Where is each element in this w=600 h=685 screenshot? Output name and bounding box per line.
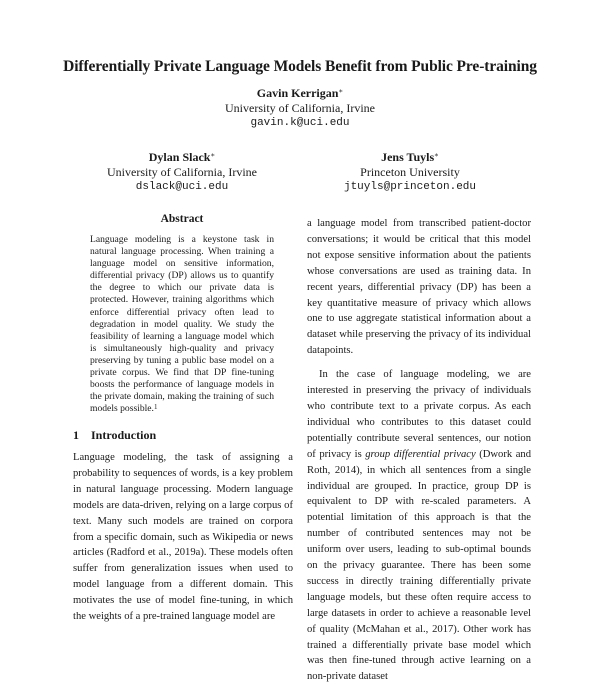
intro-paragraph-1: Language modeling, the task of assigning a probability to sequences of words, is a key problem in natural language processing. Modern language models are data-driven, relying on a large corpus of text. Many such models are trained on corpora from a specific domain, such as Wikipedia or news articles (Radford et al., 2019a). These models often suffer from generalization issues when used to model language from a different domain. This motivates the use of model fine-tuning, in which the weights of a pre-trained language model are bbox=[73, 452, 293, 623]
author-footnote-mark: ∗ bbox=[434, 151, 439, 159]
author-name: Jens Tuyls bbox=[381, 150, 435, 164]
author-name: Gavin Kerrigan bbox=[256, 86, 339, 100]
author-block-2 bbox=[72, 150, 292, 195]
author-block-1 bbox=[150, 86, 450, 131]
section-heading-introduction bbox=[73, 428, 303, 443]
author-email: dslack@uci.edu bbox=[135, 181, 229, 193]
abstract-heading: Abstract bbox=[160, 213, 204, 225]
author-footnote-mark: ∗ bbox=[210, 151, 216, 159]
paragraph-text: In the case of language modeling, we are interested in preserving the privacy of individuals who contribute text to a private corpus. As each individual who contributes to this dataset could potentially contribute several sentences, our notion of privacy is bbox=[307, 369, 531, 460]
right-column-paragraph-1: a language model from transcribed patient-doctor conversations; it would be critical that this model not expose sensitive information about the patients whose conversations are used as training data. In recent years, differential privacy (DP) has been a key quantitative measure of privacy which allows one to use aggregate statistical information about a dataset while preserving the privacy of its individual datapoints. bbox=[307, 218, 531, 357]
author-email: jtuyls@princeton.edu bbox=[343, 181, 477, 193]
footnote-mark: 1 bbox=[153, 403, 158, 412]
author-affiliation: Princeton University bbox=[360, 165, 460, 179]
right-column-paragraph-2 bbox=[307, 367, 531, 685]
section-title: Introduction bbox=[91, 428, 157, 442]
author-footnote-mark: ∗ bbox=[338, 87, 344, 95]
abstract-body: Language modeling is a keystone task in natural language processing. When training a language model on sensitive information, differential privacy (DP) allows us to quantify the degree to which our private data is protected. However, training algorithms which enforce differential privacy often lead to degradation in model quality. We study the feasibility of learning a language model which is simultaneously high-quality and privacy preserving by tuning a public base model on a private corpus. We find that DP fine-tuning boosts the performance of language models in the private domain, making the training of such models possible. bbox=[90, 234, 274, 415]
author-affiliation: University of California, Irvine bbox=[107, 165, 257, 179]
emphasized-term: group differential privacy bbox=[365, 448, 476, 460]
author-name: Dylan Slack bbox=[148, 150, 211, 164]
paper-title: Differentially Private Language Models Benefit from Public Pre-training bbox=[63, 58, 537, 75]
abstract-text bbox=[90, 234, 274, 415]
section-number: 1 bbox=[73, 428, 79, 442]
paragraph-text: (Dwork and Roth, 2014), in which all sentences from a single individual are grouped. In practice, group DP is equivalent to DP with re-scaled parameters. A potential limitation of this approach is that the number of contributed sentences may not be uniform over users, leading to sub-optimal bounds on the privacy guarantee. There has been some success in directly training differentially private language models, but these often require access to large datasets in order to achieve a reasonable level of quality (McMahan et al., 2017). Other work has trained a differentially private base model which was then fine-tuned through active learning on a non-private dataset bbox=[307, 448, 531, 683]
author-email: gavin.k@uci.edu bbox=[250, 117, 350, 129]
author-block-3 bbox=[300, 150, 520, 195]
right-column bbox=[307, 216, 531, 685]
author-affiliation: University of California, Irvine bbox=[225, 101, 375, 115]
